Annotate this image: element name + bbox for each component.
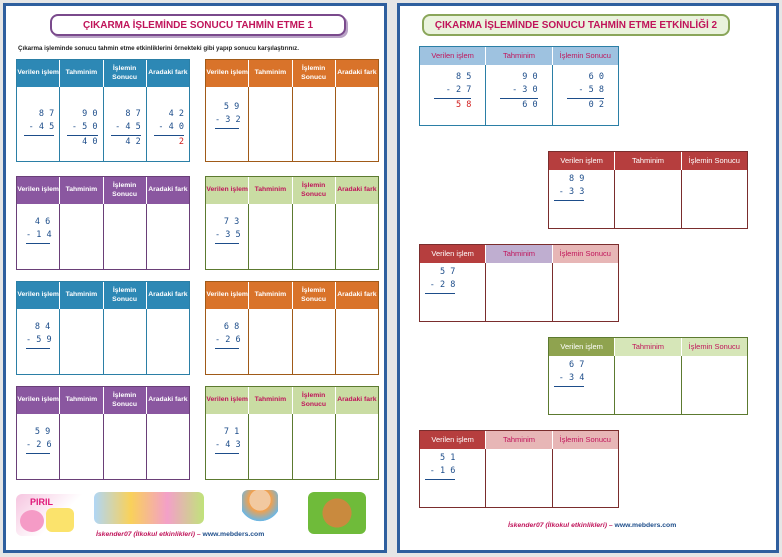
- diff-a: 4 2: [168, 109, 184, 119]
- header-estimate: Tahminim: [249, 177, 292, 204]
- result-value: 0 2: [588, 100, 604, 110]
- operand-b: - 3 4: [558, 373, 585, 383]
- estimate-answer-cell[interactable]: [615, 356, 681, 414]
- header-difference: Aradaki fark: [337, 69, 377, 77]
- problem-block: [16, 281, 190, 375]
- result-answer-cell[interactable]: [293, 87, 336, 161]
- header-estimate: Tahminim: [60, 282, 103, 309]
- header-given: Verilen işlem: [206, 60, 249, 87]
- operand-b-value: 2 8: [439, 280, 456, 290]
- estimate-answer-cell[interactable]: [249, 309, 292, 374]
- operand-b: - 5 9: [26, 335, 52, 345]
- worksheet-page-2: [397, 3, 779, 553]
- estimate-answer-cell[interactable]: [249, 87, 292, 161]
- result-a: 6 0: [588, 72, 604, 82]
- header-given: Verilen işlem: [206, 387, 249, 414]
- operand-a: 5 9: [223, 102, 240, 112]
- problem-block: [548, 337, 748, 415]
- result-answer-cell[interactable]: [682, 170, 747, 228]
- footer-site: www.mebders.com: [202, 531, 265, 538]
- difference-answer-cell[interactable]: [147, 414, 189, 479]
- operand-a: 8 7: [38, 109, 55, 119]
- header-difference: Aradaki fark: [337, 396, 377, 404]
- operand-b-value: 4 3: [225, 440, 241, 450]
- difference-answer-cell[interactable]: [336, 309, 378, 374]
- worksheet-page-1: [3, 3, 387, 553]
- problem-block: [205, 59, 379, 162]
- operand-b: - 4 3: [215, 440, 241, 450]
- operand-a: 5 7: [439, 267, 456, 277]
- header-result: İşlemin Sonucu: [293, 177, 336, 204]
- header-given: Verilen işlem: [17, 387, 60, 414]
- header-difference: Aradaki fark: [337, 291, 377, 299]
- result-answer-cell[interactable]: [104, 414, 147, 479]
- header-result: İşlemin Sonucu: [293, 60, 336, 87]
- header-difference: Aradaki fark: [148, 69, 188, 77]
- header-difference: Aradaki fark: [337, 186, 377, 194]
- result-answer-cell[interactable]: [104, 309, 147, 374]
- header-estimate: Tahminim: [486, 431, 552, 449]
- header-estimate: Tahminim: [60, 387, 103, 414]
- header-difference: Aradaki fark: [148, 186, 188, 194]
- result-answer-cell[interactable]: [293, 309, 336, 374]
- estimate-a: 9 0: [522, 72, 538, 82]
- result-a: 8 7: [125, 109, 141, 119]
- result-answer-cell[interactable]: [682, 356, 747, 414]
- animal-cartoon-image: [308, 492, 366, 534]
- header-result: İşlemin Sonucu: [682, 152, 747, 170]
- operand-b-value: 3 4: [568, 373, 585, 383]
- operand-b: - 1 6: [429, 466, 456, 476]
- estimate-answer-cell[interactable]: [60, 414, 103, 479]
- result-b: - 5 8: [578, 85, 604, 95]
- page-title: ÇIKARMA İŞLEMİNDE SONUCU TAHMİN ETME 1: [50, 14, 346, 36]
- diff-b: - 4 0: [158, 122, 184, 132]
- header-difference: Aradaki fark: [148, 291, 188, 299]
- operand-b: - 3 3: [558, 187, 585, 197]
- header-given: Verilen işlem: [420, 245, 486, 263]
- operand-b: - 4 5: [28, 122, 55, 132]
- operand-b: - 1 4: [26, 230, 52, 240]
- header-estimate: Tahminim: [60, 177, 103, 204]
- header-result: İşlemin Sonucu: [553, 245, 618, 263]
- header-estimate: Tahminim: [249, 387, 292, 414]
- problem-block: [205, 281, 379, 375]
- instruction-text: Çıkarma işleminde sonucu tahmin etme etkinliklerini örnekteki gibi yapıp sonucu karşılaştırınız.: [18, 45, 299, 52]
- operand-b: - 2 7: [445, 85, 472, 95]
- footer: İskender07 (İlkokul etkinlikleri) – www.mebders.com: [96, 531, 265, 538]
- problem-block: [548, 151, 748, 229]
- header-result: İşlemin Sonucu: [104, 282, 147, 309]
- header-estimate: Tahminim: [615, 338, 681, 356]
- operand-a: 6 8: [223, 322, 240, 332]
- piril-logo: PIRIL: [16, 494, 86, 536]
- estimate-answer-cell[interactable]: [486, 263, 552, 321]
- header-estimate: Tahminim: [486, 245, 552, 263]
- operand-b-value: 3 3: [568, 187, 585, 197]
- estimate-answer-cell[interactable]: [249, 414, 292, 479]
- difference-answer-cell[interactable]: [147, 204, 189, 269]
- difference-answer-cell[interactable]: [336, 414, 378, 479]
- problem-block: [205, 386, 379, 480]
- difference-answer-cell[interactable]: [336, 204, 378, 269]
- operand-b-value: 1 6: [439, 466, 456, 476]
- problem-block: [205, 176, 379, 270]
- operand-b-value: 1 4: [36, 230, 52, 240]
- diff-value: 2: [178, 137, 184, 147]
- cartoon-characters-image: [94, 492, 204, 524]
- header-given: Verilen işlem: [549, 338, 615, 356]
- result-answer-cell[interactable]: [293, 204, 336, 269]
- problem-block: [16, 176, 190, 270]
- operand-a: 7 1: [223, 427, 240, 437]
- operand-a: 5 9: [34, 427, 51, 437]
- header-result: İşlemin Sonucu: [104, 60, 147, 87]
- operand-b-value: 5 9: [36, 335, 52, 345]
- operand-a: 7 3: [223, 217, 240, 227]
- estimate-b: - 5 0: [71, 122, 98, 132]
- operand-b: - 2 8: [429, 280, 456, 290]
- header-given: Verilen işlem: [549, 152, 615, 170]
- estimate-a: 9 0: [82, 109, 98, 119]
- example-block: [16, 59, 190, 162]
- result-answer-cell[interactable]: [293, 414, 336, 479]
- footer-author: İskender07 (İlkokul etkinlikleri): [96, 531, 195, 538]
- operand-b-value: 3 2: [225, 115, 241, 125]
- estimate-answer-cell[interactable]: [60, 309, 103, 374]
- header-given: Verilen işlem: [420, 431, 486, 449]
- estimate-result: 6 0: [522, 100, 538, 110]
- estimate-answer-cell[interactable]: [249, 204, 292, 269]
- operand-a: 4 6: [34, 217, 51, 227]
- header-estimate: Tahminim: [486, 47, 552, 65]
- result-answer-cell[interactable]: [553, 263, 618, 321]
- header-result: İşlemin Sonucu: [104, 387, 147, 414]
- operand-a: 8 5: [455, 72, 472, 82]
- header-result: İşlemin Sonucu: [553, 47, 618, 65]
- problem-block: [419, 430, 619, 508]
- operand-b: - 2 6: [215, 335, 241, 345]
- header-given: Verilen işlem: [420, 47, 486, 65]
- difference-answer-cell[interactable]: [147, 309, 189, 374]
- result-answer-cell[interactable]: [104, 204, 147, 269]
- estimate-b: - 3 0: [512, 85, 538, 95]
- estimate-answer-cell[interactable]: [486, 449, 552, 507]
- footer-author: İskender07 (İlkokul etkinlikleri): [508, 522, 607, 529]
- operand-b-value: 2 6: [225, 335, 241, 345]
- problem-block: [419, 244, 619, 322]
- header-estimate: Tahminim: [249, 60, 292, 87]
- operand-b: - 3 5: [215, 230, 241, 240]
- header-estimate: Tahminim: [249, 282, 292, 309]
- header-result: İşlemin Sonucu: [293, 387, 336, 414]
- operand-a: 5 1: [439, 453, 456, 463]
- difference-answer-cell[interactable]: [336, 87, 378, 161]
- operand-b: - 2 6: [26, 440, 52, 450]
- given-result: 5 8: [455, 100, 472, 110]
- page-title: ÇIKARMA İŞLEMİNDE SONUCU TAHMİN ETME ETKİNLİĞİ 2: [422, 14, 730, 36]
- operand-b: - 3 2: [215, 115, 241, 125]
- child-figure-image: [242, 490, 278, 530]
- header-result: İşlemin Sonucu: [682, 338, 747, 356]
- header-given: Verilen işlem: [17, 60, 60, 87]
- header-result: İşlemin Sonucu: [553, 431, 618, 449]
- footer-site: www.mebders.com: [614, 522, 677, 529]
- estimate-answer-cell[interactable]: [60, 204, 103, 269]
- header-given: Verilen işlem: [17, 282, 60, 309]
- result-b: - 4 5: [115, 122, 141, 132]
- header-given: Verilen işlem: [17, 177, 60, 204]
- header-given: Verilen işlem: [206, 282, 249, 309]
- header-difference: Aradaki fark: [148, 396, 188, 404]
- header-estimate: Tahminim: [615, 152, 681, 170]
- estimate-answer-cell[interactable]: [615, 170, 681, 228]
- estimate-result: 4 0: [82, 137, 98, 147]
- example-block-2: [419, 46, 619, 126]
- result-value: 4 2: [125, 137, 141, 147]
- operand-a: 8 9: [568, 174, 585, 184]
- footer: İskender07 (İlkokul etkinlikleri) – www.mebders.com: [508, 522, 677, 529]
- operand-a: 6 7: [568, 360, 585, 370]
- problem-block: [16, 386, 190, 480]
- operand-a: 8 4: [34, 322, 51, 332]
- result-answer-cell[interactable]: [553, 449, 618, 507]
- header-estimate: Tahminim: [60, 60, 103, 87]
- operand-b-value: 2 6: [36, 440, 52, 450]
- header-given: Verilen işlem: [206, 177, 249, 204]
- operand-b-value: 3 5: [225, 230, 241, 240]
- header-result: İşlemin Sonucu: [104, 177, 147, 204]
- header-result: İşlemin Sonucu: [293, 282, 336, 309]
